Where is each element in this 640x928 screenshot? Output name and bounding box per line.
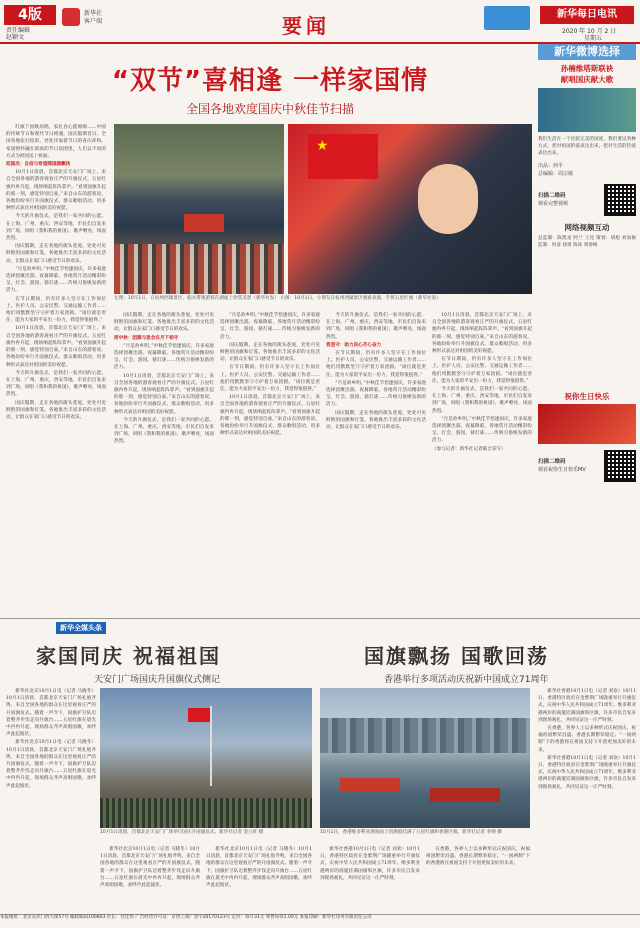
photo-caption-right: 右图：10月1日，小朋友在杭州西湖景区观看表演，手挥五星红旗（新华社发） bbox=[280, 296, 441, 301]
credits-label-1: 出品： bbox=[538, 162, 554, 169]
section-title: 要闻 bbox=[282, 14, 330, 38]
right-story-body-4: 在香港，各界人士以多种形式庆祝国庆，祝福祖国繁荣昌盛、香港长期繁荣稳定。“一国两制”下的香港将在祖国支持下开创更加美好的未来。 bbox=[538, 726, 636, 753]
lead-col4-body-4: 国庆假期，走在各地的街头巷尾，处处可见鲜艳的国旗和灯笼。各地推出丰富多彩的文化活动，让群众在家门口感受节日的欢乐。 bbox=[326, 410, 426, 431]
flag-shape bbox=[188, 708, 210, 722]
photo-west-lake-boat bbox=[114, 124, 284, 294]
lead-col5-body-2: 在节日期间，仍有许多人坚守在工作岗位上。医护人员、公安民警、交通运输工作者……他们用默默坚守守护着万家团圆。“岗位就是责任，能为大家的平安出一份力，我觉得很值得。” bbox=[432, 357, 532, 384]
footer: 本报地址：北京宣武门西大街57号 邮政编码100803 社长：付佳伟 广告经营许可证：京西工商广登字20170123号 定价：每月31元 零售每份1.00元 本报印刷：新华社印务有限责任公司 bbox=[0, 914, 640, 928]
credits-label-2: 总编辑： bbox=[538, 170, 559, 177]
right-story-body-2: 在香港，各界人士以多种形式庆祝国庆，祝福祖国繁荣昌盛、香港长期繁荣稳定。“一国两制”下的香港将在祖国支持下开创更加美好的未来。 bbox=[426, 847, 530, 867]
column-tag: 新华全媒头条 bbox=[56, 622, 106, 634]
lead-column-1 bbox=[6, 124, 106, 624]
right-story-body-3: 新华社香港10月1日电（记者 刘欢）10月1日，香港特区政府在金紫荆广场隆重举行升旗仪式，庆祝中华人民共和国成立71周年。维多利亚港两岸的商厦挂满国旗和区旗，许多市民自发来到现场观礼，共同见证这一庄严时刻。 bbox=[538, 689, 636, 723]
lead-headline: “双节”喜相逢 一样家国情 bbox=[111, 66, 429, 96]
left-story-column-3 bbox=[206, 846, 312, 910]
lead-col2-body-2: “月是故乡明。”中秋佳节恰逢国庆，许多家庭选择团聚出游。夜幕降临，各地赏月活动精彩纷呈，灯会、游园、猜灯谜……传统习俗焕发新的活力。 bbox=[114, 343, 214, 371]
credits-value-2: 周宗敏 bbox=[558, 170, 574, 177]
child-face-shape bbox=[418, 164, 478, 234]
lead-body-5a: 在节日期间，仍有许多人坚守在工作岗位上。医护人员、公安民警、交通运输工作者……他们用默默坚守守护着万家团圆。“岗位就是责任，能为大家的平安出一份力，我觉得很值得。” bbox=[6, 296, 106, 324]
sidebar-qr-block-1 bbox=[538, 184, 636, 216]
lead-body-1: 10月1日清晨，首都北京天安门广场上，来自全国各地的游客观看庄严的升旗仪式。五星红旗冉冉升起，现场响起阵阵掌声。“看到国旗升起的那一刻，感觉特别自豪。”来自山东的游客说。各地纷纷举行升国旗仪式、群众歌唱活动，用多种形式表达对祖国的美好祝愿。 bbox=[6, 170, 106, 212]
right-story-body-5: 新华社香港10月1日电（记者 刘欢）10月1日，香港特区政府在金紫荆广场隆重举行升旗仪式，庆祝中华人民共和国成立71周年。维多利亚港两岸的商厦挂满国旗和区旗，许多市民自发来到现场观礼，共同见证这一庄严时刻。 bbox=[538, 755, 636, 790]
right-story-caption: 10月1日，香港维多利亚港海面上的渔船挂满了五星红旗和香港区旗。新华社记者 李钢 摄 bbox=[320, 830, 502, 835]
right-story-column-2 bbox=[426, 846, 530, 910]
qr-text-2 bbox=[538, 458, 600, 474]
boat-shape bbox=[340, 778, 400, 792]
bottom-rule bbox=[0, 618, 640, 619]
lead-col4-body-1: 今天的升旗仪式，是我们一家共同的心愿。在上海、广州、重庆、西安等地，市民们自发来到广场，同唱《我和我的祖国》，歌声嘹亮，场面热烈。 bbox=[326, 313, 426, 340]
lead-col2-body-1: 国庆假期，走在各地的街头巷尾，处处可见鲜艳的国旗和灯笼。各地推出丰富多彩的文化活动，让群众在家门口感受节日的欢乐。 bbox=[114, 313, 214, 333]
issue-weekday: 星期五 bbox=[584, 35, 603, 42]
right-story-column-3 bbox=[538, 688, 636, 910]
lead-body-2b: 今天的升旗仪式，是我们一家共同的心愿。在上海、广州、重庆、西安等地，市民们自发来到广场，同唱《我和我的祖国》，歌声嘹亮，场面热烈。 bbox=[6, 370, 106, 398]
crowd-shape bbox=[100, 798, 312, 828]
lead-body-3b: 国庆假期，走在各地的街头巷尾，处处可见鲜艳的国旗和灯笼。各地推出丰富多彩的文化活动，让群众在家门口感受节日的欢乐。 bbox=[6, 400, 106, 420]
boat-shape bbox=[184, 214, 224, 232]
sidebar-section-title: 网络视频互动 bbox=[564, 222, 610, 232]
lead-col2-body-3: 10月1日清晨，首都北京天安门广场上，来自全国各地的游客观看庄严的升旗仪式。五星红旗冉冉升起，现场响起阵阵掌声。“看到国旗升起的那一刻，感觉特别自豪。”来自山东的游客说。各地纷纷举行升国旗仪式、群众歌唱活动，用多种形式表达对祖国的美好祝愿。 bbox=[114, 373, 214, 415]
boat-shape bbox=[430, 788, 500, 802]
news-logo-icon bbox=[484, 6, 530, 30]
lead-subhead-1: 迎国庆：自信与希望随国旗飘扬 bbox=[6, 162, 71, 168]
sidebar-credits-2 bbox=[538, 170, 636, 178]
lead-col3-body-3: 在节日期间，仍有许多人坚守在工作岗位上。医护人员、公安民警、交通运输工作者……他们用默默坚守守护着万家团圆。“岗位就是责任，能为大家的平安出一份力，我觉得很值得。” bbox=[220, 365, 320, 393]
editor-name: 赵颖文 bbox=[6, 34, 25, 41]
left-story-body-3: 新华社北京10月1日电（记者 马晓冬）10月1日清晨，首都北京天安门广场礼炮齐鸣，来自全国各地的群众在这里观看庄严的升国旗仪式。随着一声令下，国旗护卫队迈着整齐步伐走向升旗台……五星红旗在晨光中冉冉升起，现场群众齐声高唱国歌，欢呼声此起彼伏。 bbox=[100, 847, 200, 889]
lead-col3-body-4: 10月1日清晨，首都北京天安门广场上，来自全国各地的游客观看庄严的升旗仪式。五星红旗冉冉升起，现场响起阵阵掌声。“看到国旗升起的那一刻，感觉特别自豪。”来自山东的游客说。各地纷纷举行升国旗仪式、群众歌唱活动，用多种形式表达对祖国的美好祝愿。 bbox=[220, 395, 320, 437]
page-number: 4版 bbox=[4, 5, 56, 25]
xinhua-app-icon bbox=[62, 8, 80, 26]
issue-date: 2020 年 10 月 2 日 bbox=[562, 28, 617, 35]
right-story-body-1: 新华社香港10月1日电（记者 刘欢）10月1日，香港特区政府在金紫荆广场隆重举行升旗仪式，庆祝中华人民共和国成立71周年。维多利亚港两岸的商厦挂满国旗和区旗，许多市民自发来到现场观礼，共同见证这一庄严时刻。 bbox=[320, 847, 420, 881]
paper-name: 新华每日电讯 bbox=[540, 6, 634, 24]
lead-column-3 bbox=[220, 312, 320, 612]
qr-code-icon[interactable] bbox=[604, 450, 636, 482]
sidebar-blessing-image bbox=[538, 404, 636, 444]
lead-column-2 bbox=[114, 312, 214, 612]
lead-column-5 bbox=[432, 312, 532, 612]
lead-subheadline: 全国各地欢度国庆中秋佳节扫描 bbox=[185, 102, 354, 116]
photo-caption-left: 左图：10月1日，在杭州西湖景区，船夫带领游客在湖面上欣赏美景（新华社发） bbox=[114, 296, 279, 301]
lead-col2-body-4: 今天的升旗仪式，是我们一家共同的心愿。在上海、广州、重庆、西安等地，市民们自发来到广场，同唱《我和我的祖国》，歌声嘹亮，场面热烈。 bbox=[114, 417, 214, 445]
qr-desc-1: 观看完整视频 bbox=[538, 200, 569, 207]
lead-column-4 bbox=[326, 312, 426, 612]
lead-col4-body-2: 在节日期间，仍有许多人坚守在工作岗位上。医护人员、公安民警、交通运输工作者……他们用默默坚守守护着万家团圆。“岗位就是责任，能为大家的平安出一份力，我觉得很值得。” bbox=[326, 351, 426, 378]
lead-col4-body-3: “月是故乡明。”中秋佳节恰逢国庆，许多家庭选择团聚出游。夜幕降临，各地赏月活动精彩纷呈，灯会、游园、猜灯谜……传统习俗焕发新的活力。 bbox=[326, 380, 426, 408]
sidebar-qr-block-2 bbox=[538, 450, 636, 482]
lead-body-1b: 10月1日清晨，首都北京天安门广场上，来自全国各地的游客观看庄严的升旗仪式。五星红旗冉冉升起，现场响起阵阵掌声。“看到国旗升起的那一刻，感觉特别自豪。”来自山东的游客说。各地纷纷举行升国旗仪式、群众歌唱活动，用多种形式表达对祖国的美好祝愿。 bbox=[6, 326, 106, 368]
sidebar-promo-image bbox=[538, 88, 636, 132]
left-story-body-4: 新华社北京10月1日电（记者 马晓冬）10月1日清晨，首都北京天安门广场礼炮齐鸣，来自全国各地的群众在这里观看庄严的升国旗仪式。随着一声令下，国旗护卫队迈着整齐步伐走向升旗台……五星红旗在晨光中冉冉升起，现场群众齐声高唱国歌，欢呼声此起彼伏。 bbox=[206, 847, 312, 889]
editor-label: 责任编辑 bbox=[6, 27, 31, 34]
left-story-body-1: 新华社北京10月1日电（记者 马晓冬）10月1日清晨，首都北京天安门广场礼炮齐鸣，来自全国各地的群众在这里观看庄严的升国旗仪式。随着一声令下，国旗护卫队迈着整齐步伐走向升旗台……五星红旗在晨光中冉冉升起，现场群众齐声高唱国歌，欢呼声此起彼伏。 bbox=[6, 689, 96, 738]
photo-tiananmen-flag bbox=[100, 688, 312, 828]
credits-value-1: 何平 bbox=[553, 162, 564, 169]
right-story-column-1 bbox=[320, 846, 420, 910]
flagpole-shape bbox=[210, 706, 212, 786]
lead-col5-body-3: 今天的升旗仪式，是我们一家共同的心愿。在上海、广州、重庆、西安等地，市民们自发来到广场，同唱《我和我的祖国》，歌声嘹亮，场面热烈。 bbox=[432, 387, 532, 414]
sidebar-staff: 总监制：陈凯星 阿兰 王昆 策划：胡旭 刘加俊 监制：何彦 徐勇 陈冰 周春梅 bbox=[538, 235, 636, 248]
app-label-1: 新华社 bbox=[84, 10, 103, 17]
sidebar-banner: 新华微博选择 bbox=[538, 44, 636, 60]
left-story-column-2 bbox=[100, 846, 200, 910]
qr-desc-2: 观看祝你生日快乐MV bbox=[538, 466, 586, 473]
left-story-column-1 bbox=[6, 688, 96, 910]
lead-intro: 红旗下国歌高唱，家礼卷心愿绵绵……中国的传统节日和现代节日相遇，国庆假期首日，全国各地张灯结彩，处处洋溢着节日的喜庆祥和。家国情怀融在浓浓的节日氛围里，人们以不同的方式为祖国送上祝福。 bbox=[6, 125, 106, 159]
lead-subhead-3: 我坚守：助力民心齐心奋力 bbox=[326, 342, 382, 348]
lead-body-4a: “月是故乡明。”中秋佳节恰逢国庆，许多家庭选择团聚出游。夜幕降临，各地赏月活动精彩纷呈，灯会、游园、猜灯谜……传统习俗焕发新的活力。 bbox=[6, 266, 106, 294]
sidebar bbox=[538, 44, 636, 614]
reporter-note: （参与记者：新华社记者联合采写） bbox=[432, 446, 506, 452]
qr-title-1: 扫描二维码 bbox=[538, 192, 566, 199]
sidebar-blessing-title: 祝你生日快乐 bbox=[564, 391, 610, 401]
sidebar-slogan-2: 献唱国庆献大歌 bbox=[560, 75, 614, 84]
qr-code-icon[interactable] bbox=[604, 184, 636, 216]
right-story-subtitle: 香港举行多项活动庆祝新中国成立71周年 bbox=[384, 675, 549, 685]
lead-col5-body-1: 10月1日清晨，首都北京天安门广场上，来自全国各地的游客观看庄严的升旗仪式。五星红旗冉冉升起，现场响起阵阵掌声。“看到国旗升起的那一刻，感觉特别自豪。”来自山东的游客说。各地纷纷举行升国旗仪式、群众歌唱活动，用多种形式表达对祖国的美好祝愿。 bbox=[432, 313, 532, 355]
photo-child-waving-flag bbox=[288, 124, 532, 294]
qr-title-2: 扫描二维码 bbox=[538, 458, 566, 465]
sidebar-promo-text: 我们生活在一个比较完美的国度，我们要以各种方式，把对祖国的爱表达出来，把对生活的热爱表达出来。 bbox=[538, 137, 636, 157]
sidebar-slogan-1: 孙楠维塔斯联袂 bbox=[560, 64, 614, 73]
left-story-subtitle: 天安门广场国庆升国旗仪式侧记 bbox=[94, 675, 221, 685]
left-story-title: 家国同庆 祝福祖国 bbox=[36, 644, 221, 668]
app-label-2: 客户端 bbox=[84, 18, 103, 25]
lead-subhead-2: 度中秋：团圆与思念在月下相守 bbox=[114, 335, 179, 341]
left-story-body-2: 新华社北京10月1日电（记者 马晓冬）10月1日清晨，首都北京天安门广场礼炮齐鸣，来自全国各地的群众在这里观看庄严的升国旗仪式。随着一声令下，国旗护卫队迈着整齐步伐走向升旗台……五星红旗在晨光中冉冉升起，现场群众齐声高唱国歌，欢呼声此起彼伏。 bbox=[6, 740, 96, 789]
crowd-shape bbox=[114, 244, 284, 294]
right-story-title: 国旗飘扬 国歌回荡 bbox=[364, 644, 549, 668]
sidebar-credits-1 bbox=[538, 162, 636, 170]
lead-col3-body-1: “月是故乡明。”中秋佳节恰逢国庆，许多家庭选择团聚出游。夜幕降临，各地赏月活动精彩纷呈，灯会、游园、猜灯谜……传统习俗焕发新的活力。 bbox=[220, 313, 320, 340]
flag-star-icon: ★ bbox=[316, 138, 329, 154]
left-story-caption: 10月1日清晨，首都北京天安门广场举行国庆升国旗仪式。新华社记者 金立旺 摄 bbox=[100, 830, 264, 835]
photo-victoria-harbour bbox=[320, 688, 530, 828]
lead-body-3: 国庆假期，走在各地的街头巷尾，处处可见鲜艳的国旗和灯笼。各地推出丰富多彩的文化活动，让群众在家门口感受节日的欢乐。 bbox=[6, 244, 106, 264]
lead-body-2: 今天的升旗仪式，是我们一家共同的心愿。在上海、广州、重庆、西安等地，市民们自发来到广场，同唱《我和我的祖国》，歌声嘹亮，场面热烈。 bbox=[6, 214, 106, 242]
photo-captions bbox=[114, 296, 532, 303]
lead-col3-body-2: 国庆假期，走在各地的街头巷尾，处处可见鲜艳的国旗和灯笼。各地推出丰富多彩的文化活动，让群众在家门口感受节日的欢乐。 bbox=[220, 342, 320, 363]
skyline-shape bbox=[320, 718, 530, 753]
qr-text-1 bbox=[538, 192, 600, 208]
lead-col5-body-4: “月是故乡明。”中秋佳节恰逢国庆，许多家庭选择团聚出游。夜幕降临，各地赏月活动精彩纷呈，灯会、游园、猜灯谜……传统习俗焕发新的活力。 bbox=[432, 416, 532, 444]
